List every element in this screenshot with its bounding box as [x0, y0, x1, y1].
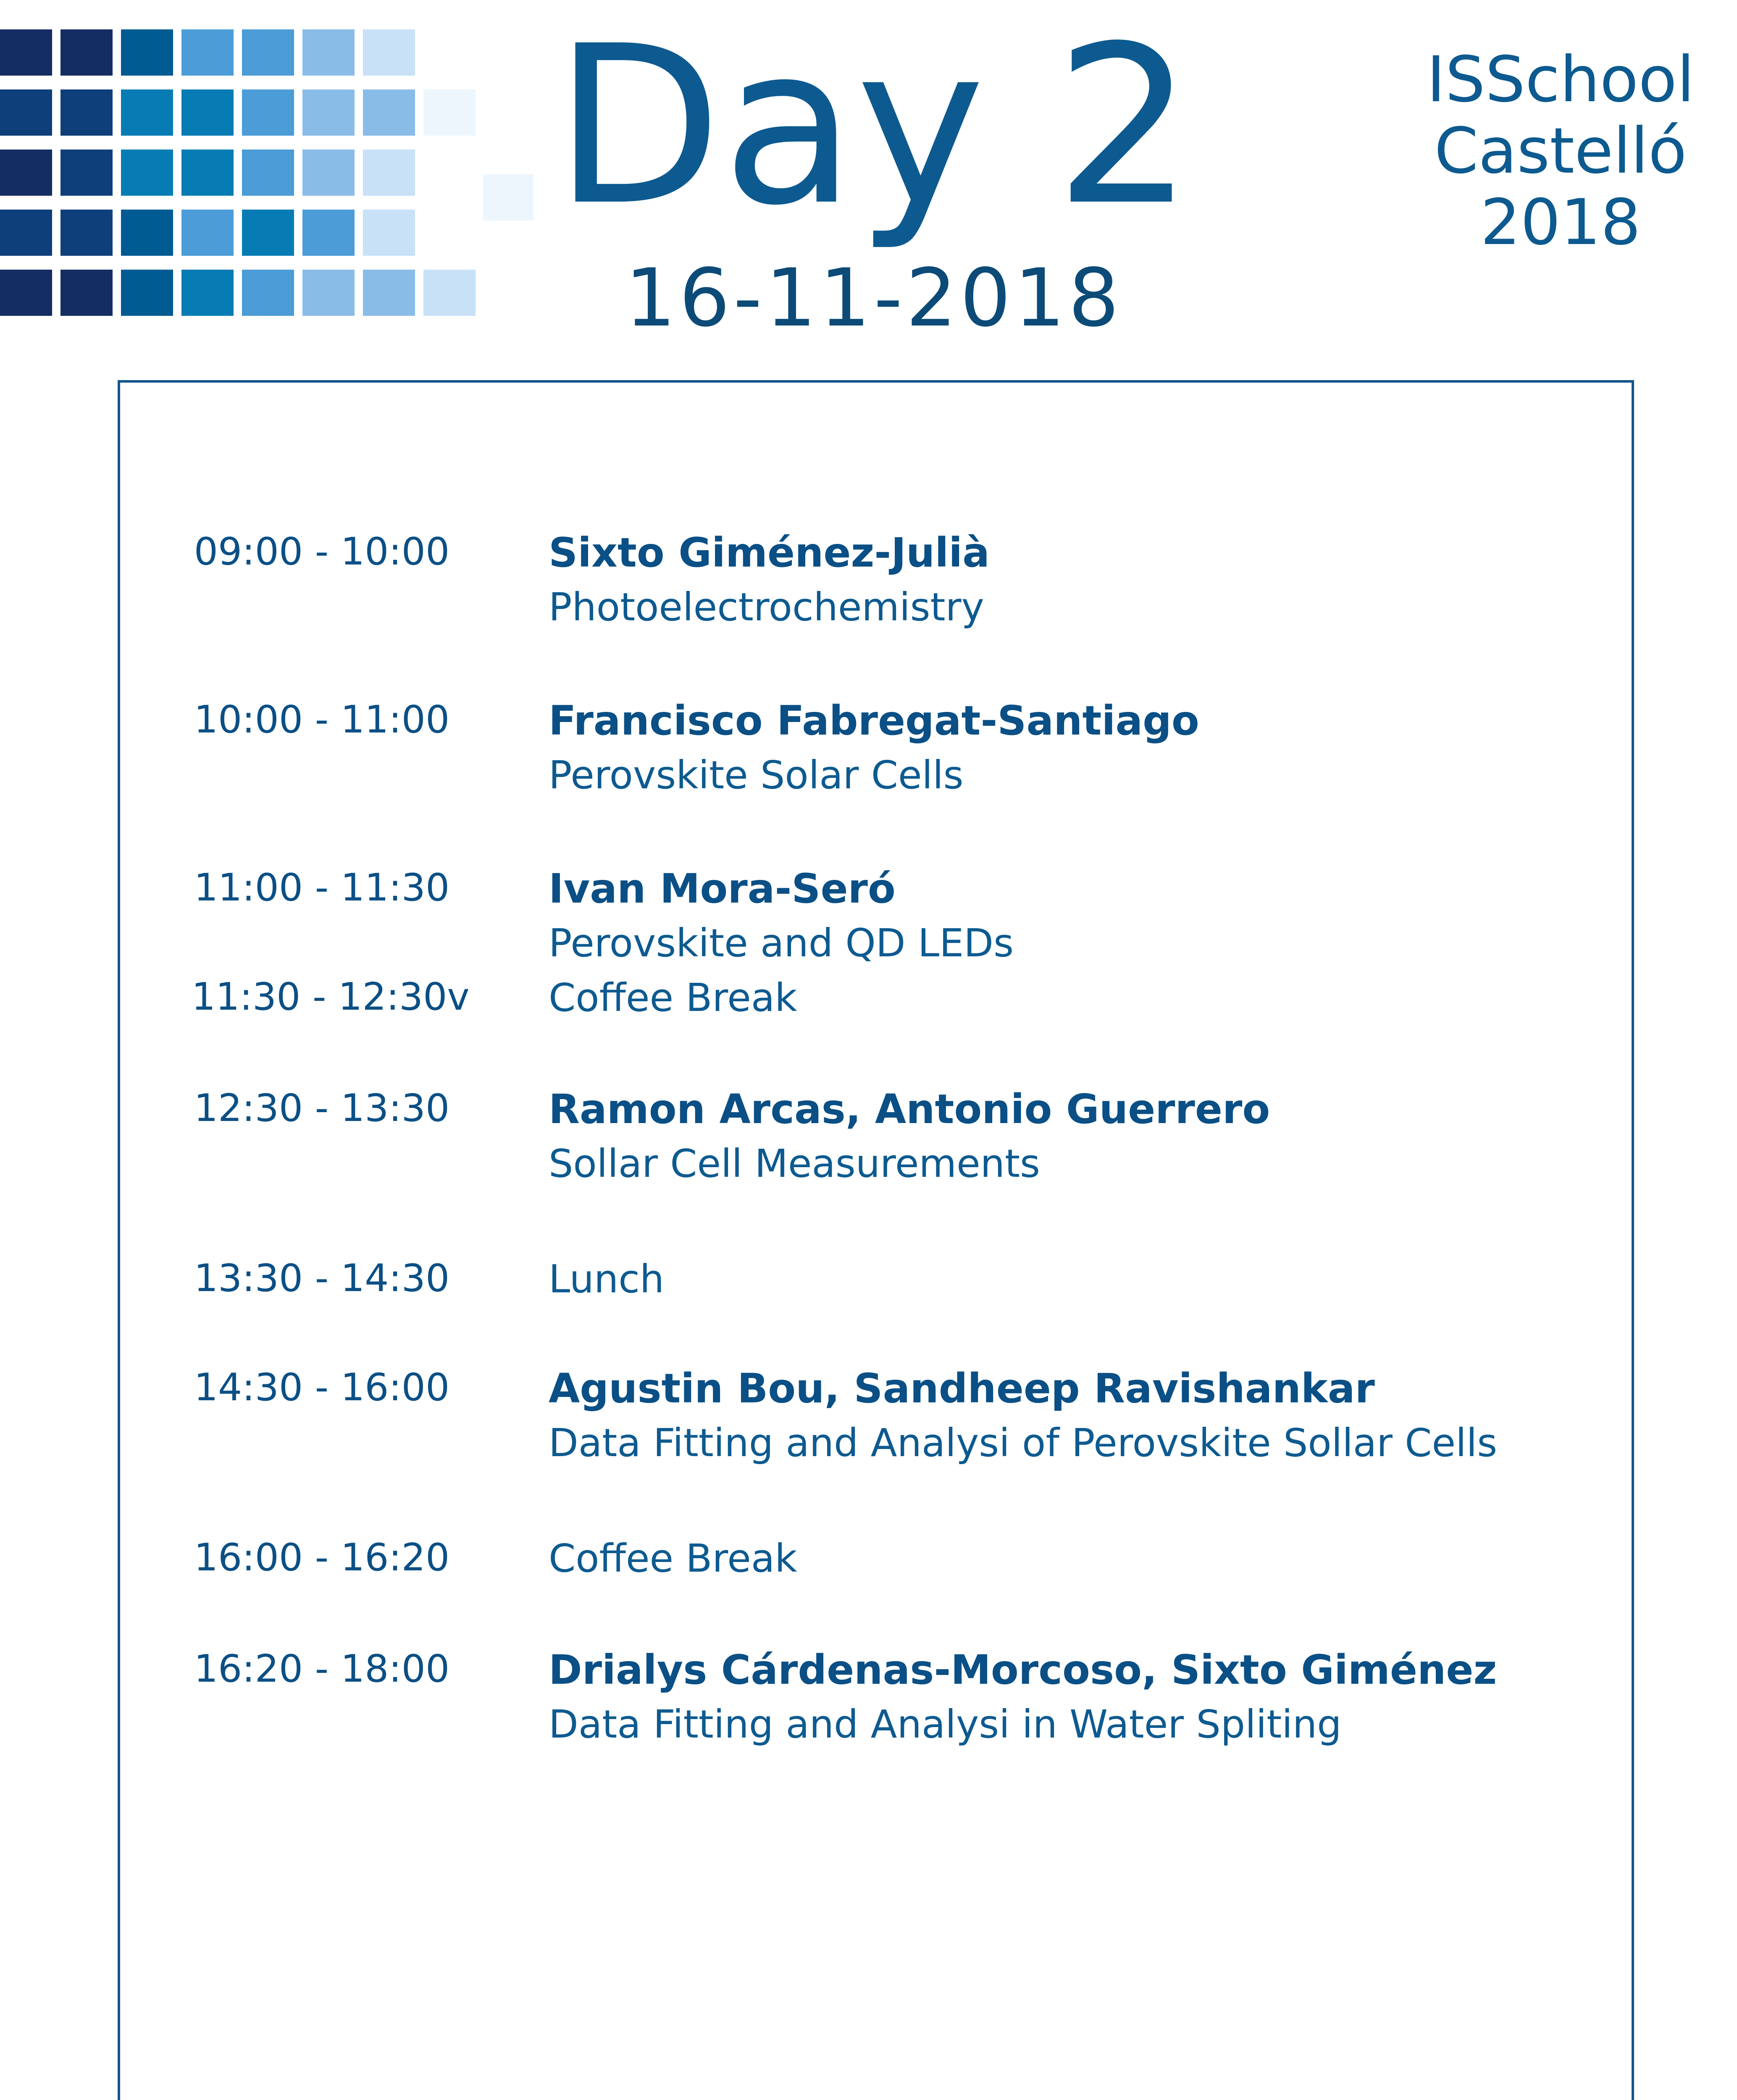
speaker-name: Drialys Cárdenas-Morcoso, Sixto Giménez: [549, 1646, 1497, 1693]
mosaic-tile: [181, 270, 234, 316]
mosaic-tile: [121, 150, 173, 196]
session-time: 14:30 - 16:00: [194, 1365, 450, 1410]
mosaic-tile: [181, 210, 234, 256]
session-topic: Photoelectrochemistry: [549, 585, 984, 630]
mosaic-tile: [363, 270, 415, 316]
session-time: 12:30 - 13:30: [194, 1086, 450, 1130]
mosaic-tile: [181, 150, 234, 196]
mosaic-tile: [60, 270, 113, 316]
page-title: Day 2: [554, 0, 1194, 253]
mosaic-tile: [302, 150, 355, 196]
mosaic-tile: [242, 89, 294, 136]
event-date: 16-11-2018: [625, 252, 1123, 344]
mosaic-tile: [242, 150, 294, 196]
mosaic-tile: [0, 210, 52, 256]
mosaic-tile: [121, 29, 173, 76]
mosaic-tile: [363, 89, 415, 136]
org-line: ISSchool: [1427, 43, 1695, 116]
mosaic-tile: [363, 29, 415, 76]
speaker-name: Agustin Bou, Sandheep Ravishankar: [549, 1365, 1375, 1412]
mosaic-tile: [0, 270, 52, 316]
session-time: 09:00 - 10:00: [194, 530, 450, 574]
break-label: Coffee Break: [549, 975, 797, 1020]
mosaic-tile: [242, 270, 294, 316]
mosaic-tile: [363, 210, 415, 256]
mosaic-tile: [302, 270, 355, 316]
session-time: 11:00 - 11:30: [194, 866, 450, 910]
session-time: 16:20 - 18:00: [194, 1647, 450, 1691]
session-time: 16:00 - 16:20: [194, 1536, 450, 1580]
speaker-name: Francisco Fabregat-Santiago: [549, 697, 1199, 744]
mosaic-tile: [242, 210, 294, 256]
mosaic-tile: [302, 29, 355, 76]
mosaic-tile: [181, 89, 234, 136]
logo-mosaic: [0, 0, 546, 336]
session-topic: Sollar Cell Measurements: [549, 1141, 1040, 1186]
org-line: 2018: [1480, 186, 1641, 259]
mosaic-tile: [60, 150, 113, 196]
mosaic-tile: [363, 150, 415, 196]
speaker-name: Ramon Arcas, Antonio Guerrero: [549, 1086, 1270, 1133]
session-time: 13:30 - 14:30: [194, 1256, 450, 1300]
mosaic-tile: [60, 210, 113, 256]
speaker-name: Ivan Mora-Seró: [549, 865, 896, 912]
mosaic-tile: [121, 89, 173, 136]
break-label: Coffee Break: [549, 1536, 797, 1581]
mosaic-tile: [121, 210, 173, 256]
break-label: Lunch: [549, 1257, 665, 1302]
session-topic: Data Fitting and Analysi of Perovskite Sollar Cells: [549, 1420, 1498, 1465]
mosaic-tile: [302, 210, 355, 256]
mosaic-tile: [242, 29, 294, 76]
mosaic-tile: [121, 270, 173, 316]
mosaic-tile: [423, 270, 476, 316]
session-topic: Perovskite Solar Cells: [549, 753, 964, 798]
mosaic-tile: [60, 29, 113, 76]
session-time: 10:00 - 11:00: [194, 698, 450, 742]
mosaic-tile: [181, 29, 234, 76]
session-time: 11:30 - 12:30v: [192, 975, 470, 1019]
mosaic-tile: [0, 89, 52, 136]
org-line: Castelló: [1434, 115, 1687, 188]
mosaic-tile: [423, 89, 476, 136]
session-topic: Perovskite and QD LEDs: [549, 921, 1014, 966]
mosaic-tile: [0, 150, 52, 196]
mosaic-tile: [0, 29, 52, 76]
mosaic-tile: [302, 89, 355, 136]
mosaic-tile: [60, 89, 113, 136]
schedule-frame: [118, 380, 1634, 2100]
session-topic: Data Fitting and Analysi in Water Spliting: [549, 1702, 1342, 1747]
speaker-name: Sixto Giménez-Julià: [549, 529, 990, 576]
organization-block: [1386, 44, 1735, 258]
